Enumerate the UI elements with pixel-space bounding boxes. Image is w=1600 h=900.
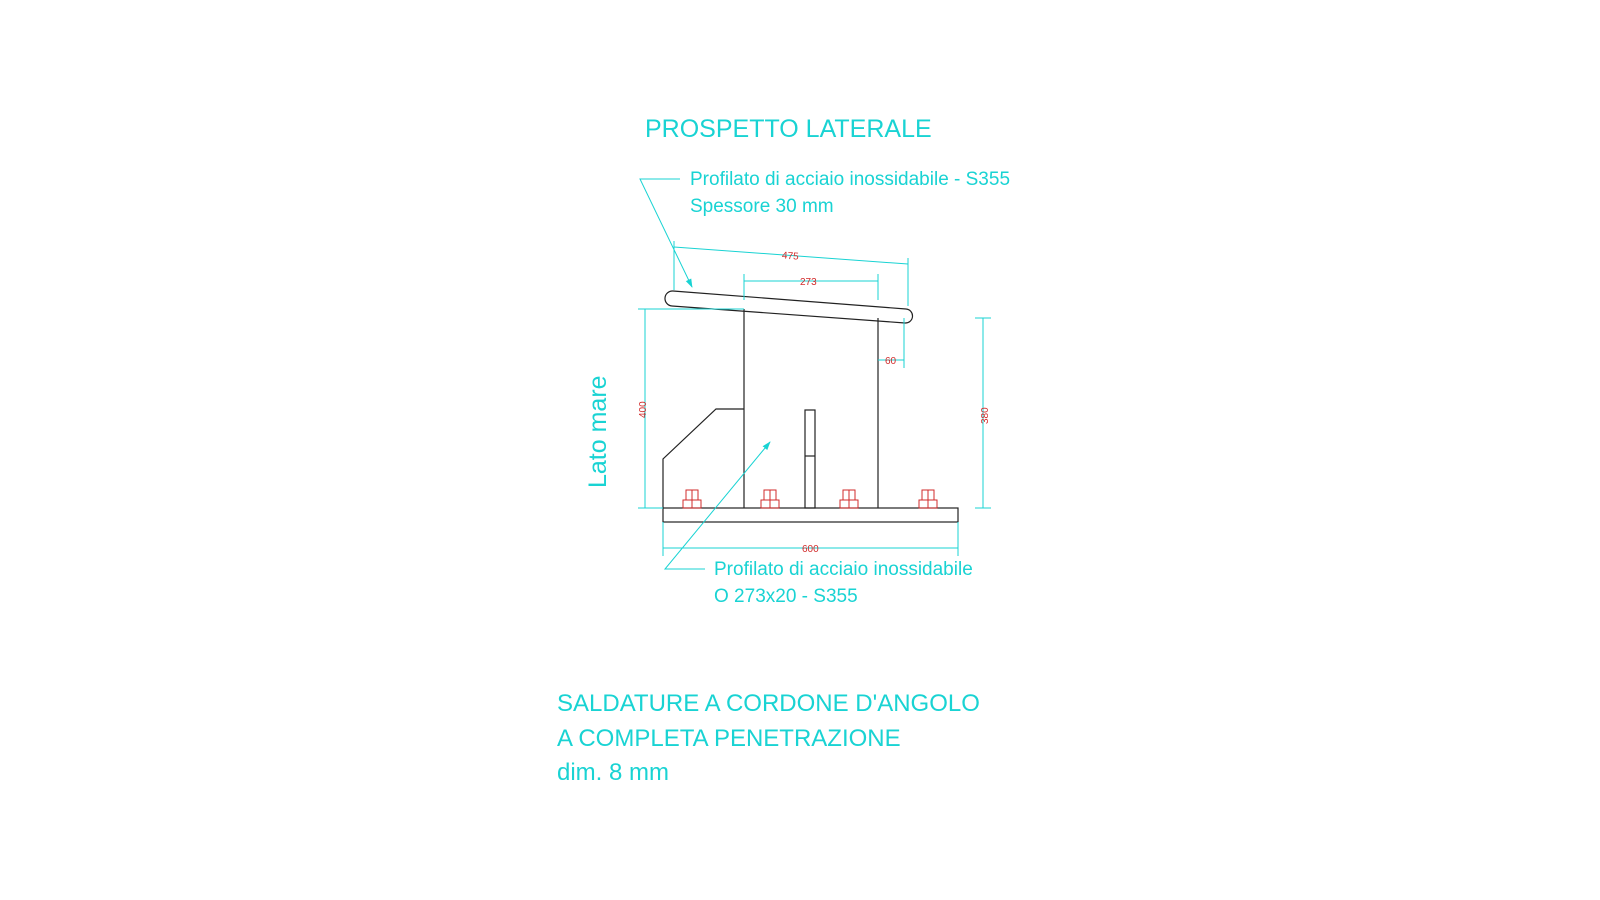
dim-60-text: 60 [885,356,897,367]
bolt-3 [840,490,858,508]
stiffener-gusset [663,409,744,508]
callout-bottom-line1: Profilato di acciaio inossidabile [714,559,973,580]
weld-note [557,690,980,786]
structure [663,291,958,522]
weld-note-line1: SALDATURE A CORDONE D'ANGOLO [557,690,980,717]
callout-top-line1: Profilato di acciaio inossidabile - S355 [690,169,1011,190]
weld-note-line2: A COMPLETA PENETRAZIONE [557,725,901,752]
callout-bottom-line2: O 273x20 - S355 [714,586,858,607]
inner-rib [805,410,815,508]
callout-top-line2: Spessore 30 mm [690,196,834,217]
dimensions [638,241,991,556]
dim-475-text: 475 [781,250,800,263]
dim-273-text: 273 [800,277,817,288]
dim-400-text: 400 [638,401,649,418]
top-plate [665,291,913,323]
callout-top [640,169,1010,287]
leader-line-bottom [665,442,770,569]
dim-600-text: 600 [802,544,819,555]
bolt-4 [919,490,937,508]
side-label: Lato mare [584,375,612,488]
leader-line-top [640,179,692,287]
dim-380-text: 380 [980,407,991,424]
bolt-2 [761,490,779,508]
callout-bottom [665,442,973,607]
base-plate [663,508,958,522]
bolt-1 [683,490,701,508]
weld-note-line3: dim. 8 mm [557,759,670,786]
title: PROSPETTO LATERALE [645,115,932,143]
